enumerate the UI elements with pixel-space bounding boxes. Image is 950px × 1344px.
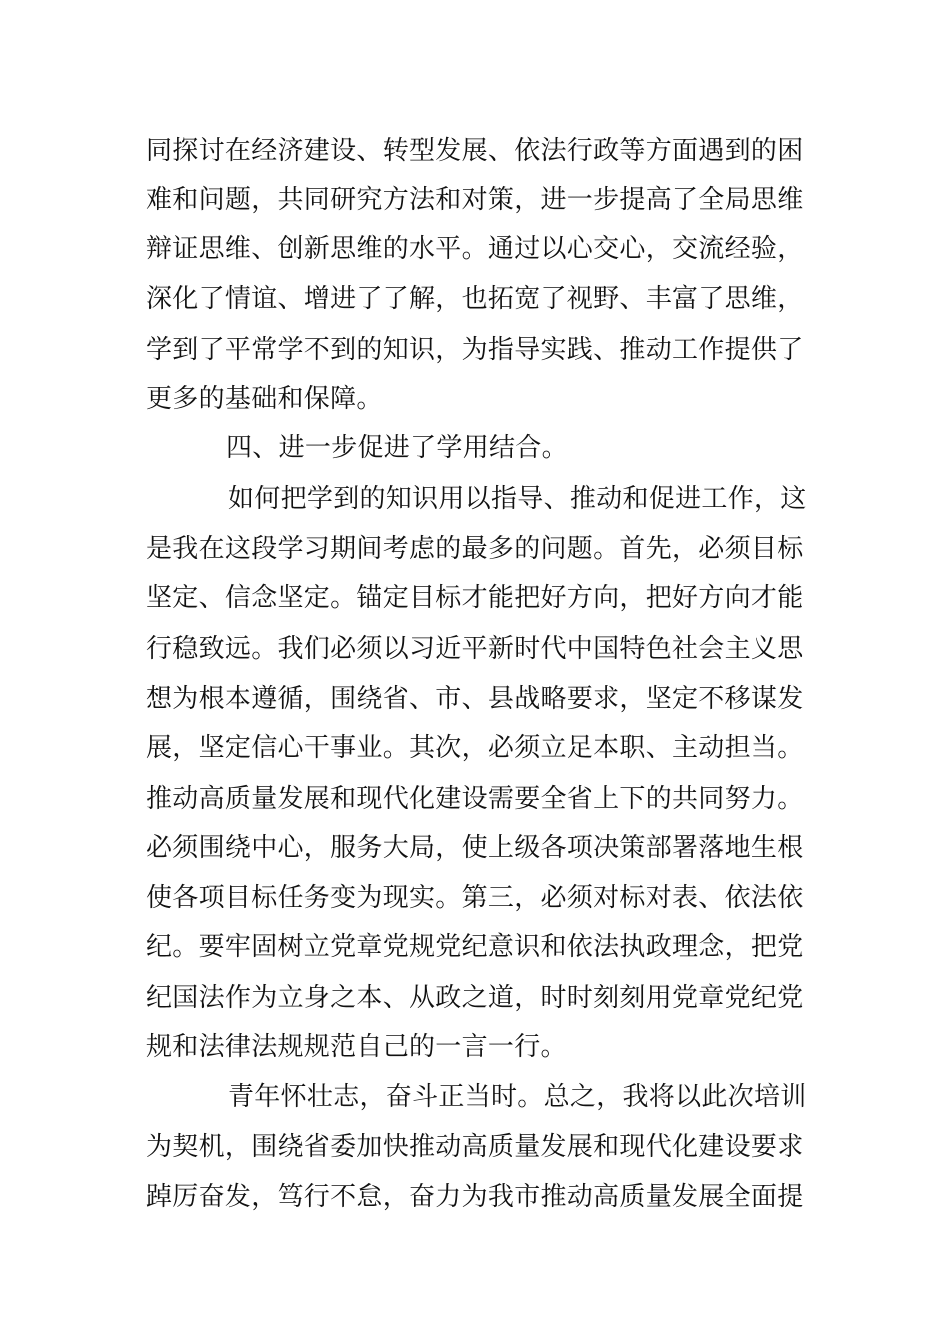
text-line: 行稳致远。我们必须以习近平新时代中国特色社会主义思 [146,634,804,664]
text-line: 纪国法作为立身之本、从政之道，时时刻刻用党章党纪党 [146,983,804,1013]
text-line: 更多的基础和保障。 [146,384,383,414]
text-line: 学到了平常学不到的知识，为指导实践、推动工作提供了 [146,335,804,365]
text-line: 为契机，围绕省委加快推动高质量发展和现代化建设要求 [146,1132,804,1162]
text-line: 规和法律法规规范自己的一言一行。 [146,1032,567,1062]
text-line: 使各项目标任务变为现实。第三，必须对标对表、依法依 [146,883,804,913]
text-line: 深化了情谊、增进了了解，也拓宽了视野、丰富了思维， [146,284,804,314]
paragraph-start-line: 如何把学到的知识用以指导、推动和促进工作，这 [228,484,807,514]
text-line: 推动高质量发展和现代化建设需要全省上下的共同努力。 [146,784,804,814]
text-line: 踔厉奋发，笃行不怠，奋力为我市推动高质量发展全面提 [146,1182,804,1212]
text-line: 展，坚定信心干事业。其次，必须立足本职、主动担当。 [146,733,804,763]
text-line: 想为根本遵循，围绕省、市、县战略要求，坚定不移谋发 [146,684,804,714]
text-line: 坚定、信念坚定。锚定目标才能把好方向，把好方向才能 [146,583,804,613]
text-line: 同探讨在经济建设、转型发展、依法行政等方面遇到的困 [146,136,804,166]
text-line: 必须围绕中心，服务大局，使上级各项决策部署落地生根 [146,833,804,863]
section-heading: 四、进一步促进了学用结合。 [226,433,568,463]
text-line: 是我在这段学习期间考虑的最多的问题。首先，必须目标 [146,534,804,564]
text-line: 难和问题，共同研究方法和对策，进一步提高了全局思维 [146,185,804,215]
text-line: 辩证思维、创新思维的水平。通过以心交心，交流经验， [146,234,804,264]
text-line: 纪。要牢固树立党章党规党纪意识和依法执政理念，把党 [146,932,804,962]
paragraph-start-line: 青年怀壮志，奋斗正当时。总之，我将以此次培训 [228,1082,807,1112]
